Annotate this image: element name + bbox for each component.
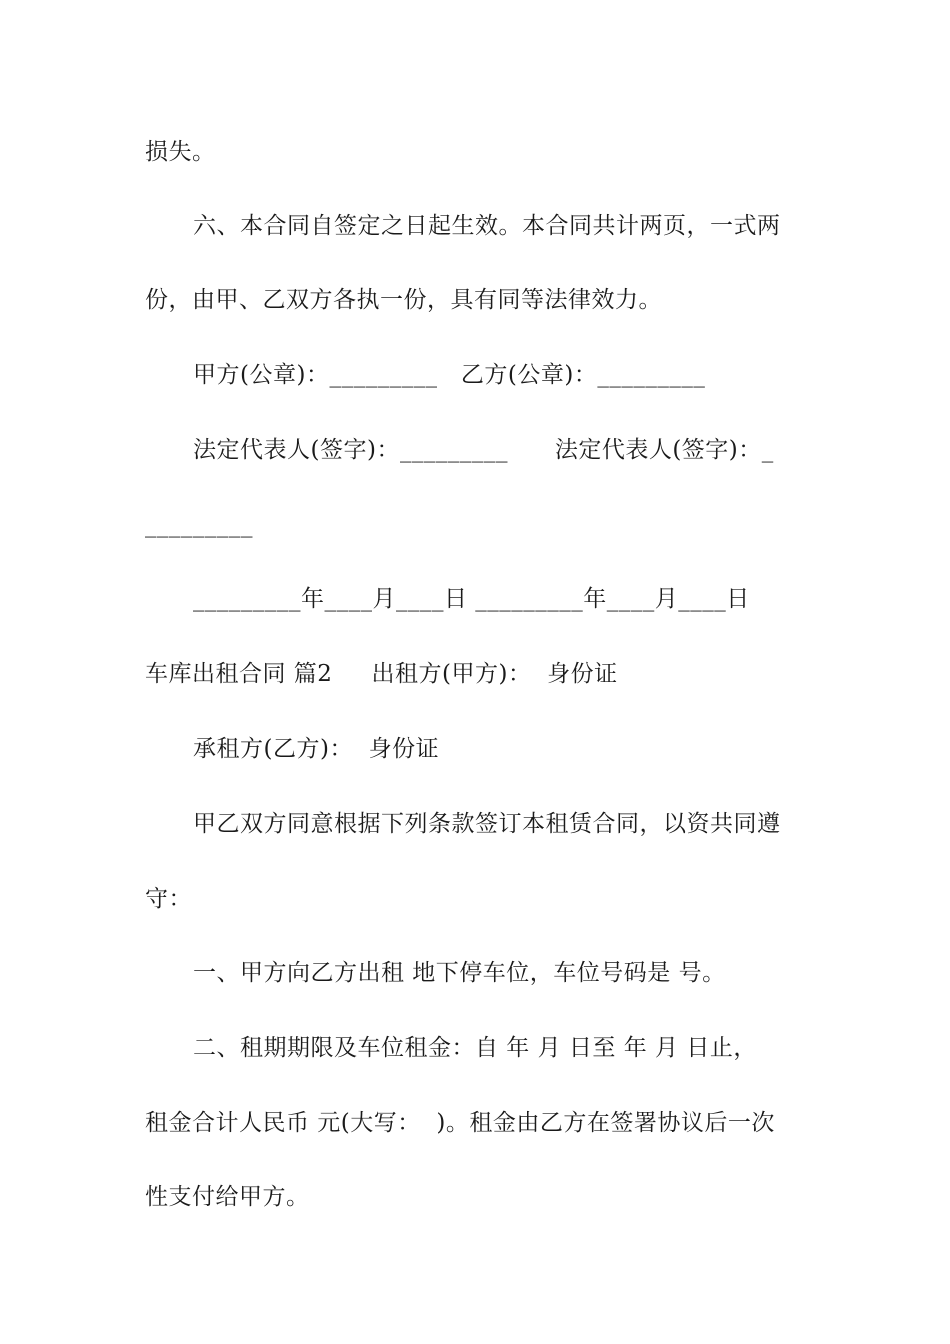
intro-line-1: 甲乙双方同意根据下列条款签订本租赁合同，以资共同遵 [193, 811, 781, 837]
clause-6-line-2: 份，由甲、乙双方各执一份，具有同等法律效力。 [145, 287, 662, 313]
date-line: _________年____月____日 _________年____月____日 [193, 586, 750, 612]
clause-1: 一、甲方向乙方出租 地下停车位，车位号码是 号。 [193, 960, 726, 986]
clause-2-line-1: 二、租期期限及车位租金：自 年 月 日至 年 月 日止， [193, 1035, 757, 1061]
clause-6-line-1: 六、本合同自签定之日起生效。本合同共计两页，一式两 [193, 213, 781, 239]
text-line-1: 损失。 [145, 139, 216, 165]
seal-line: 甲方(公章)：_________ 乙方(公章)：_________ [193, 362, 706, 388]
clause-2-line-3: 性支付给甲方。 [145, 1184, 310, 1210]
intro-line-2: 守： [145, 886, 192, 912]
clause-2-line-2: 租金合计人民币 元(大写： )。租金由乙方在签署协议后一次 [145, 1110, 775, 1136]
lessee-line: 承租方(乙方)： 身份证 [193, 736, 440, 762]
representative-line-cont: _________ [145, 512, 253, 538]
section-heading: 车库出租合同 篇2 出租方(甲方)： 身份证 [145, 661, 618, 687]
representative-line: 法定代表人(签字)：_________ 法定代表人(签字)：_ [193, 437, 774, 463]
